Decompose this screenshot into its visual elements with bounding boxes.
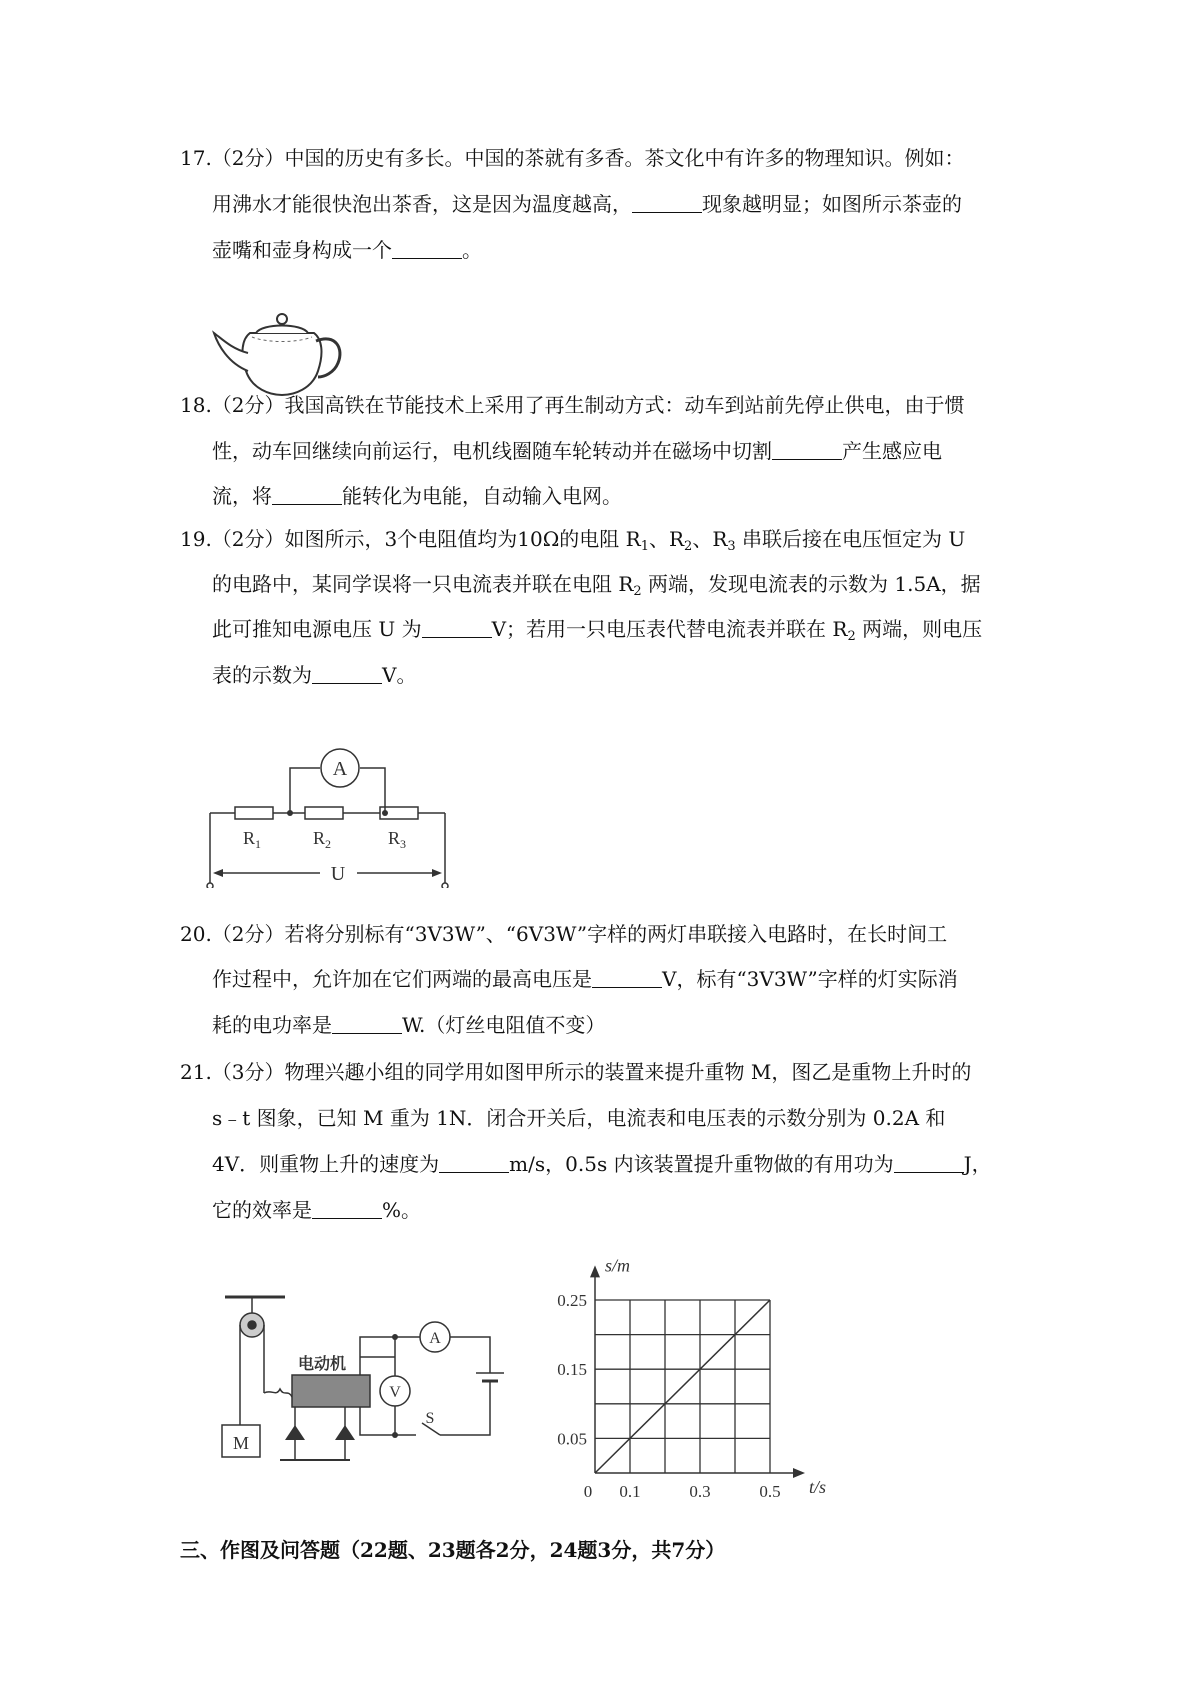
motor-lifting-device-figure (210, 1285, 520, 1470)
q20-line3: 耗的电功率是 W.（灯丝电阻值不变） (212, 1013, 606, 1037)
x-tick-label: 0.5 (759, 1482, 781, 1501)
motor-label: 电动机 (298, 1356, 347, 1373)
q20-blank-1 (592, 967, 662, 988)
q17-line3: 壶嘴和壶身构成一个 。 (212, 238, 482, 262)
series-resistor-circuit (205, 748, 455, 888)
switch-label: S (425, 1410, 435, 1427)
motor-body (292, 1375, 370, 1407)
q21-line2: s﹣t 图象，已知 M 重为 1N．闭合开关后，电流表和电压表的示数分别为 0.2A 和 (212, 1106, 946, 1130)
q19-line2: 的电路中，某同学误将一只电流表并联在电阻 $R_2$ 两端，发现电流表的示数为 1.5A，据 (212, 572, 981, 599)
q20-line1: 20.（2分）若将分别标有“3V3W”、“6V3W”字样的两灯串联接入电路时，在长时间工 (180, 922, 948, 946)
x-axis-label: t/s (809, 1477, 827, 1497)
q21-line4: 它的效率是 %。 (212, 1198, 422, 1222)
q17-blank-2 (392, 238, 462, 259)
y-axis-arrow (590, 1265, 600, 1277)
y-tick-label: 0.15 (557, 1360, 587, 1380)
q21-line1: 21.（3分）物理兴趣小组的同学用如图甲所示的装置来提升重物 M，图乙是重物上升时的 (180, 1060, 972, 1084)
series-line (595, 1300, 770, 1473)
q21-line3: 4V．则重物上升的速度为 m/s，0.5s 内该装置提升重物做的有用功为 J， (212, 1152, 992, 1176)
q21-blank-3 (312, 1198, 382, 1219)
q19-line1: 19.（2分）如图所示，3个电阻值均为10Ω的电阻 $R_1$、$R_2$、$R_3$ 串联后接在电压恒定为 U (180, 527, 966, 554)
mass-label: M (232, 1433, 250, 1453)
resistor-r1 (235, 807, 273, 819)
q18-line1: 18.（2分）我国高铁在节能技术上采用了再生制动方式：动车到站前先停止供电，由于惯 (180, 393, 965, 417)
r2-label: $R_2$ (313, 828, 332, 851)
q20-line2: 作过程中，允许加在它们两端的最高电压是 V，标有“3V3W”字样的灯实际消 (212, 967, 958, 991)
q19-line4: 表的示数为 V。 (212, 663, 417, 687)
q17-blank-1 (632, 192, 702, 213)
chart-series (595, 1300, 770, 1473)
q19-blank-1 (422, 617, 492, 638)
q18-line2: 性，动车回继续向前运行，电机线圈随车轮转动并在磁场中切割 产生感应电 (212, 439, 942, 463)
x-tick-label: 0 (583, 1482, 593, 1501)
y-tick-label: 0.05 (557, 1429, 587, 1449)
q19-line3: 此可推知电源电压 U 为 V；若用一只电压表代替电流表并联在 $R_2$ 两端，则电压 (212, 617, 983, 644)
x-tick-label: 0.1 (619, 1482, 641, 1501)
s-t-chart (540, 1248, 850, 1508)
q20-blank-2 (332, 1013, 402, 1034)
q18-line3: 流，将 能转化为电能，自动输入电网。 (212, 484, 622, 508)
q17-line1: 17.（2分）中国的历史有多长。中国的茶就有多香。茶文化中有许多的物理知识。例如： (180, 146, 965, 170)
q18-blank-2 (272, 484, 342, 505)
voltage-u-label: U (330, 863, 346, 885)
ammeter-label-2: A (429, 1330, 441, 1347)
y-axis-label: s/m (605, 1255, 631, 1276)
resistor-r2 (305, 807, 343, 819)
q21-blank-1 (439, 1152, 509, 1173)
r3-label: $R_3$ (388, 828, 407, 851)
x-axis-arrow (793, 1468, 805, 1478)
voltmeter-label: V (389, 1384, 401, 1401)
y-tick-label: 0.25 (557, 1291, 587, 1310)
q18-blank-1 (772, 439, 842, 460)
teapot-figure (212, 293, 352, 403)
ammeter-label: A (332, 758, 348, 780)
q17-line2: 用沸水才能很快泡出茶香，这是因为温度越高， 现象越明显；如图所示茶壶的 (212, 192, 962, 216)
x-tick-label: 0.3 (689, 1482, 711, 1501)
chart-axes (590, 1255, 826, 1497)
r1-label: $R_1$ (243, 828, 262, 851)
q21-blank-2 (894, 1152, 964, 1173)
section-3-heading: 三、作图及问答题（22题、23题各2分，24题3分，共7分） (180, 1538, 726, 1562)
q19-blank-2 (312, 663, 382, 684)
